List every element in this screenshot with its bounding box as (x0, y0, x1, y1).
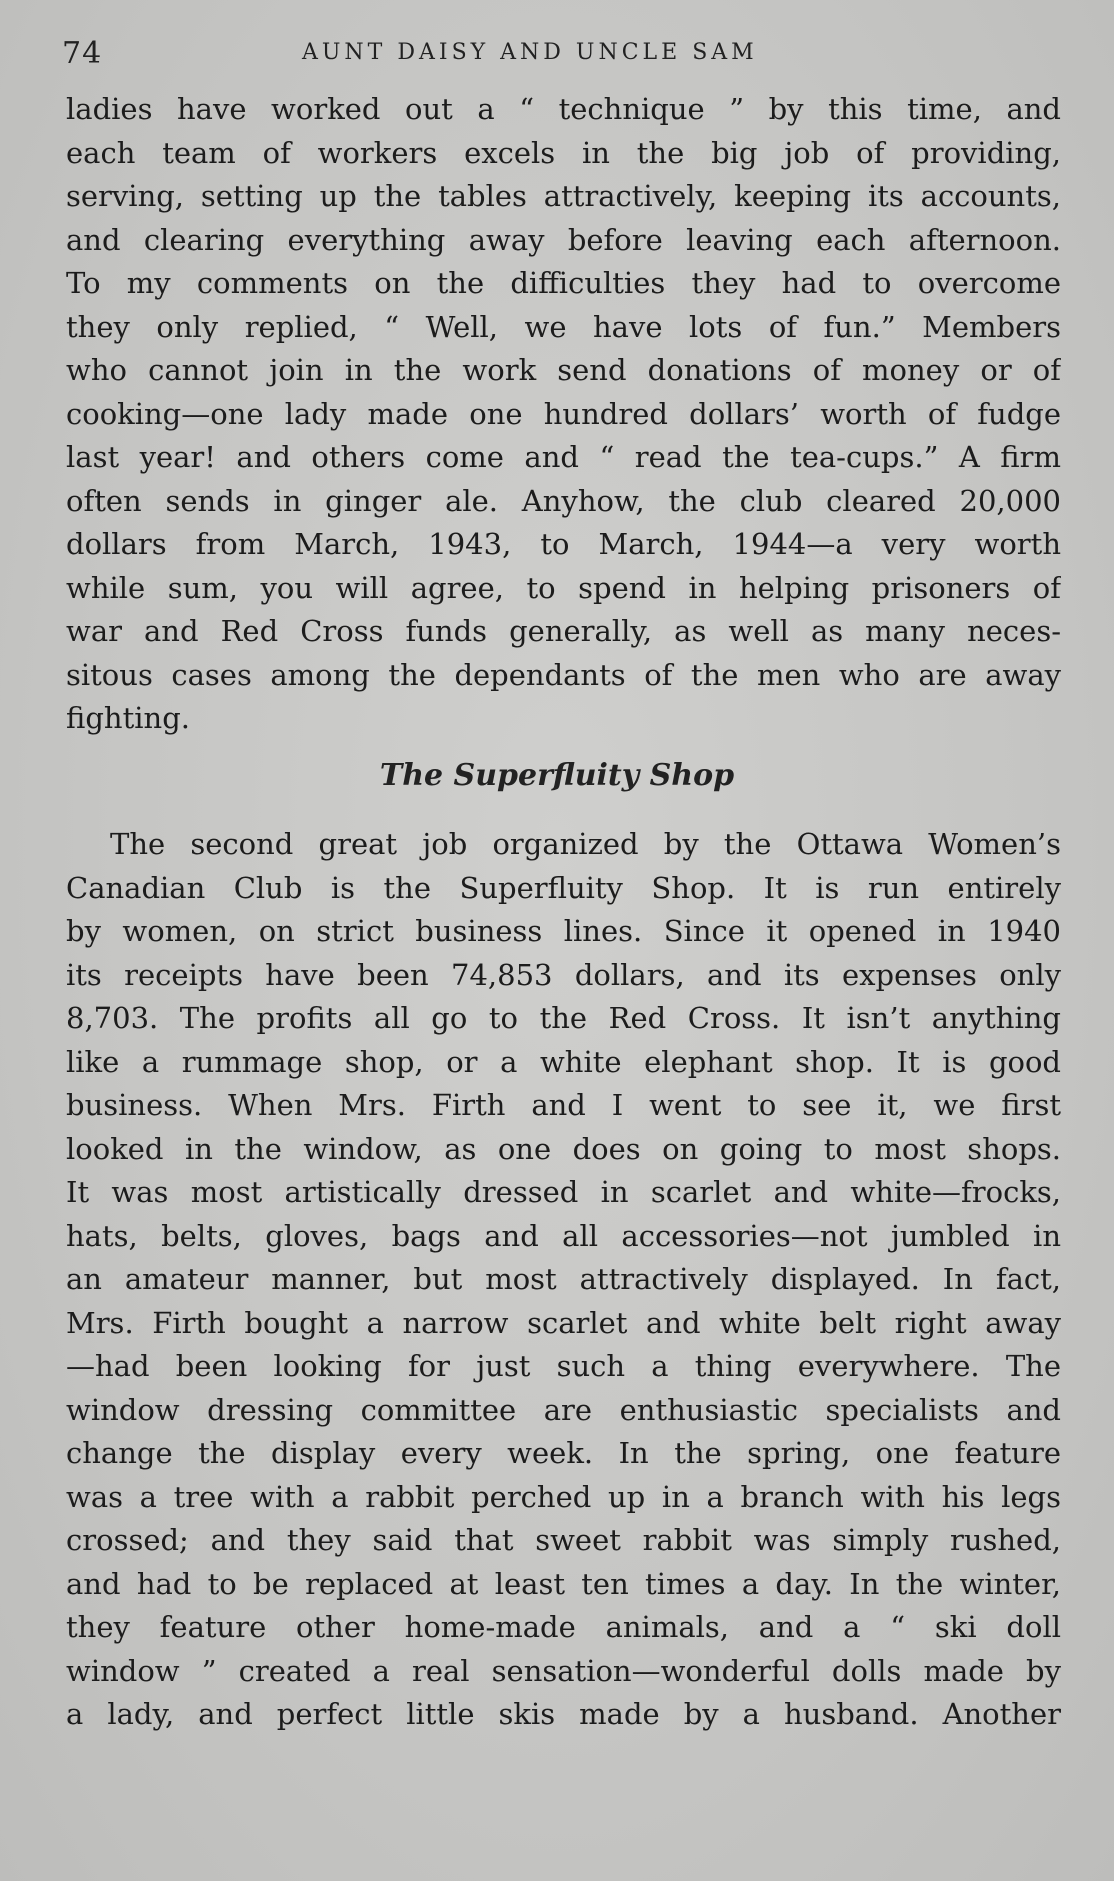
text-line: like a rummage shop, or a white elephant shop. It is good (66, 1044, 1061, 1079)
text-line: who cannot join in the work send donations of money or of (66, 353, 1061, 387)
text-line: hats, belts, gloves, bags and all accessories—not jumbled in (66, 1218, 1061, 1253)
text-line: and had to be replaced at least ten times a day. In the winter, (66, 1566, 1061, 1601)
text-line: Canadian Club is the Superfluity Shop. It is run entirely (66, 870, 1061, 905)
text-line: fighting. (66, 701, 190, 735)
text-line: its receipts have been 74,853 dollars, and its expenses only (66, 957, 1061, 992)
text-line: they feature other home-made animals, and a “ ski doll (66, 1610, 1061, 1644)
text-line: 8,703. The profits all go to the Red Cross. It isn’t anything (66, 1001, 1061, 1035)
text-line: sitous cases among the dependants of the men who are away (66, 657, 1061, 692)
text-line: business. When Mrs. Firth and I went to see it, we first (66, 1088, 1061, 1122)
text-line: serving, setting up the tables attractively, keeping its accounts, (66, 179, 1061, 213)
text-line: window ” created a real sensation—wonderful dolls made by (66, 1653, 1061, 1688)
text-line: looked in the window, as one does on going to most shops. (66, 1131, 1061, 1166)
text-line: change the display every week. In the spring, one feature (66, 1436, 1061, 1470)
running-head (62, 36, 1060, 76)
text-line: while sum, you will agree, to spend in helping prisoners of (66, 570, 1061, 605)
page-number: 74 (62, 36, 103, 71)
text-line: war and Red Cross funds generally, as well as many neces- (66, 614, 1061, 648)
text-line: Mrs. Firth bought a narrow scarlet and white belt right away (66, 1305, 1061, 1340)
text-line: last year! and others come and “ read the tea-cups.” A firm (66, 440, 1061, 474)
text-line: was a tree with a rabbit perched up in a branch with his legs (66, 1479, 1061, 1514)
text-line: To my comments on the difficulties they had to overcome (66, 266, 1061, 300)
paragraph-1 (66, 88, 1061, 741)
running-title: AUNT DAISY AND UNCLE SAM (302, 40, 758, 65)
paragraph-2 (66, 823, 1061, 1737)
text-line: —had been looking for just such a thing everywhere. The (66, 1349, 1061, 1383)
text-line: each team of workers excels in the big job of providing, (66, 135, 1061, 170)
text-line: often sends in ginger ale. Anyhow, the club cleared 20,000 (66, 483, 1061, 518)
text-line: and clearing everything away before leaving each afternoon. (66, 222, 1061, 257)
text-line: crossed; and they said that sweet rabbit was simply rushed, (66, 1523, 1061, 1557)
text-line: It was most artistically dressed in scarlet and white—frocks, (66, 1175, 1061, 1209)
text-line: cooking—one lady made one hundred dollars’ worth of fudge (66, 396, 1061, 431)
text-line: dollars from March, 1943, to March, 1944—a very worth (66, 527, 1061, 561)
text-line: window dressing committee are enthusiastic specialists and (66, 1392, 1061, 1427)
text-line: ladies have worked out a “ technique ” by this time, and (66, 92, 1061, 126)
text-line: The second great job organized by the Ottawa Women’s (110, 827, 1061, 861)
section-heading: The Superfluity Shop (379, 758, 735, 793)
text-line: a lady, and perfect little skis made by a husband. Another (66, 1697, 1061, 1731)
text-line: by women, on strict business lines. Since it opened in 1940 (66, 914, 1061, 948)
text-line: an amateur manner, but most attractively displayed. In fact, (66, 1262, 1061, 1296)
text-line: they only replied, “ Well, we have lots of fun.” Members (66, 309, 1061, 344)
